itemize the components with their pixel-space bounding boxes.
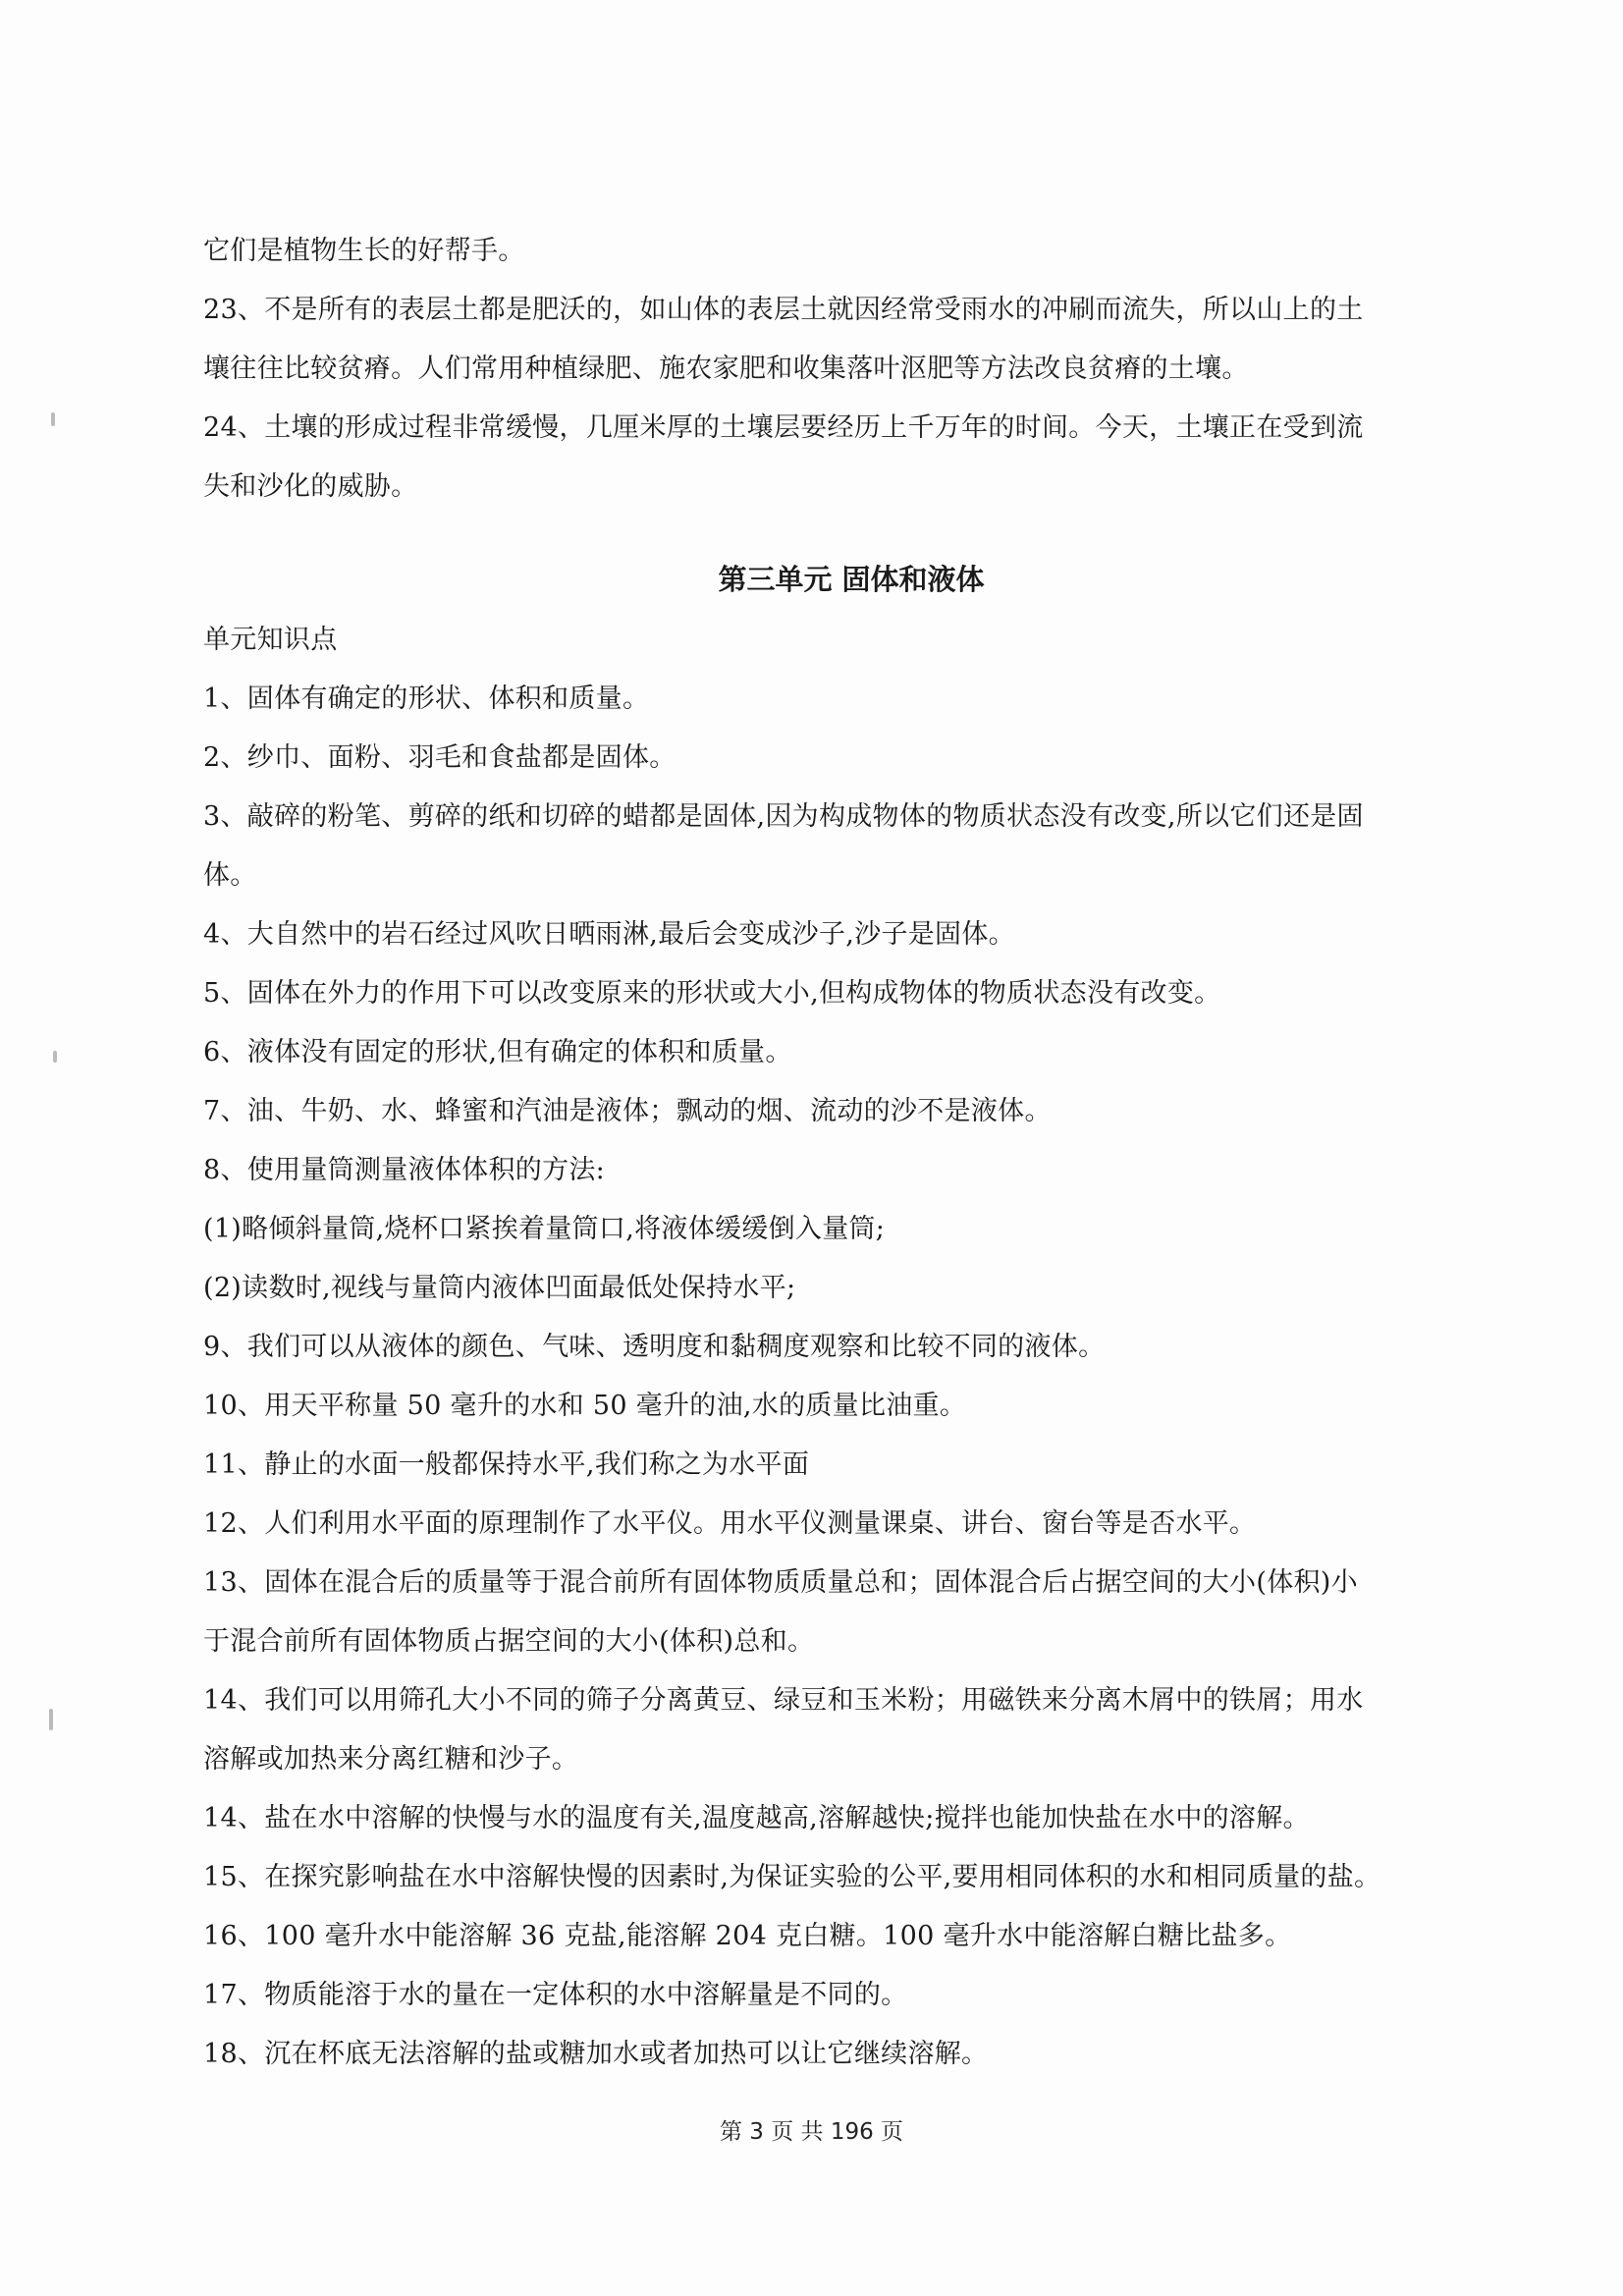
scan-edge-mark: [49, 1709, 53, 1730]
text-line: 2、纱巾、面粉、羽毛和食盐都是固体。: [203, 742, 676, 773]
text-line: 9、我们可以从液体的颜色、气味、透明度和黏稠度观察和比较不同的液体。: [203, 1332, 1106, 1362]
text-line: 23、不是所有的表层土都是肥沃的，如山体的表层土就因经常受雨水的冲刷而流失，所以山上的土: [203, 295, 1364, 325]
text-line: 1、固体有确定的形状、体积和质量。: [203, 683, 650, 714]
text-line: 8、使用量筒测量液体体积的方法:: [203, 1155, 606, 1185]
text-line: 壤往往比较贫瘠。人们常用种植绿肥、施农家肥和收集落叶沤肥等方法改良贫瘠的土壤。: [203, 354, 1249, 384]
text-line: 13、固体在混合后的质量等于混合前所有固体物质质量总和；固体混合后占据空间的大小(体积)小: [203, 1567, 1358, 1598]
text-line: 3、敲碎的粉笔、剪碎的纸和切碎的蜡都是固体,因为构成物体的物质状态没有改变,所以它们还是固: [203, 801, 1364, 832]
text-line: (2)读数时,视线与量筒内液体凹面最低处保持水平;: [203, 1273, 796, 1303]
text-line: 于混合前所有固体物质占据空间的大小(体积)总和。: [203, 1626, 815, 1657]
text-line: 体。: [203, 860, 257, 891]
text-line: 14、盐在水中溶解的快慢与水的温度有关,温度越高,溶解越快;搅拌也能加快盐在水中的溶解。: [203, 1803, 1310, 1833]
text-line: 10、用天平称量 50 毫升的水和 50 毫升的油,水的质量比油重。: [203, 1391, 967, 1421]
page-footer: 第 3 页 共 196 页: [719, 2119, 904, 2145]
text-line: 11、静止的水面一般都保持水平,我们称之为水平面: [203, 1449, 810, 1480]
text-line: 溶解或加热来分离红糖和沙子。: [203, 1744, 579, 1775]
text-line: 16、100 毫升水中能溶解 36 克盐,能溶解 204 克白糖。100 毫升水中能溶解白糖比盐多。: [203, 1921, 1292, 1951]
text-line: 14、我们可以用筛孔大小不同的筛子分离黄豆、绿豆和玉米粉；用磁铁来分离木屑中的铁屑；用水: [203, 1685, 1364, 1716]
document-body: [203, 222, 1499, 2084]
scan-edge-mark: [51, 412, 55, 426]
section-title: 第三单元 固体和液体: [718, 563, 985, 596]
subheading: 单元知识点: [203, 625, 338, 655]
text-line: 18、沉在杯底无法溶解的盐或糖加水或者加热可以让它继续溶解。: [203, 2039, 989, 2069]
text-line: 24、土壤的形成过程非常缓慢，几厘米厚的土壤层要经历上千万年的时间。今天，土壤正在受到流: [203, 412, 1364, 443]
text-line: (1)略倾斜量筒,烧杯口紧挨着量筒口,将液体缓缓倒入量筒;: [203, 1214, 886, 1244]
text-line: 15、在探究影响盐在水中溶解快慢的因素时,为保证实验的公平,要用相同体积的水和相同质量的盐。: [203, 1862, 1381, 1892]
text-line: 失和沙化的威胁。: [203, 471, 418, 502]
text-line: 它们是植物生长的好帮手。: [203, 236, 525, 266]
text-line: 4、大自然中的岩石经过风吹日晒雨淋,最后会变成沙子,沙子是固体。: [203, 919, 1015, 950]
text-line: 6、液体没有固定的形状,但有确定的体积和质量。: [203, 1037, 792, 1067]
text-line: 7、油、牛奶、水、蜂蜜和汽油是液体；飘动的烟、流动的沙不是液体。: [203, 1096, 1052, 1126]
text-line: 17、物质能溶于水的量在一定体积的水中溶解量是不同的。: [203, 1980, 908, 2010]
text-line: 5、固体在外力的作用下可以改变原来的形状或大小,但构成物体的物质状态没有改变。: [203, 978, 1221, 1009]
text-line: 12、人们利用水平面的原理制作了水平仪。用水平仪测量课桌、讲台、窗台等是否水平。: [203, 1508, 1257, 1539]
scan-edge-mark: [53, 1051, 57, 1063]
